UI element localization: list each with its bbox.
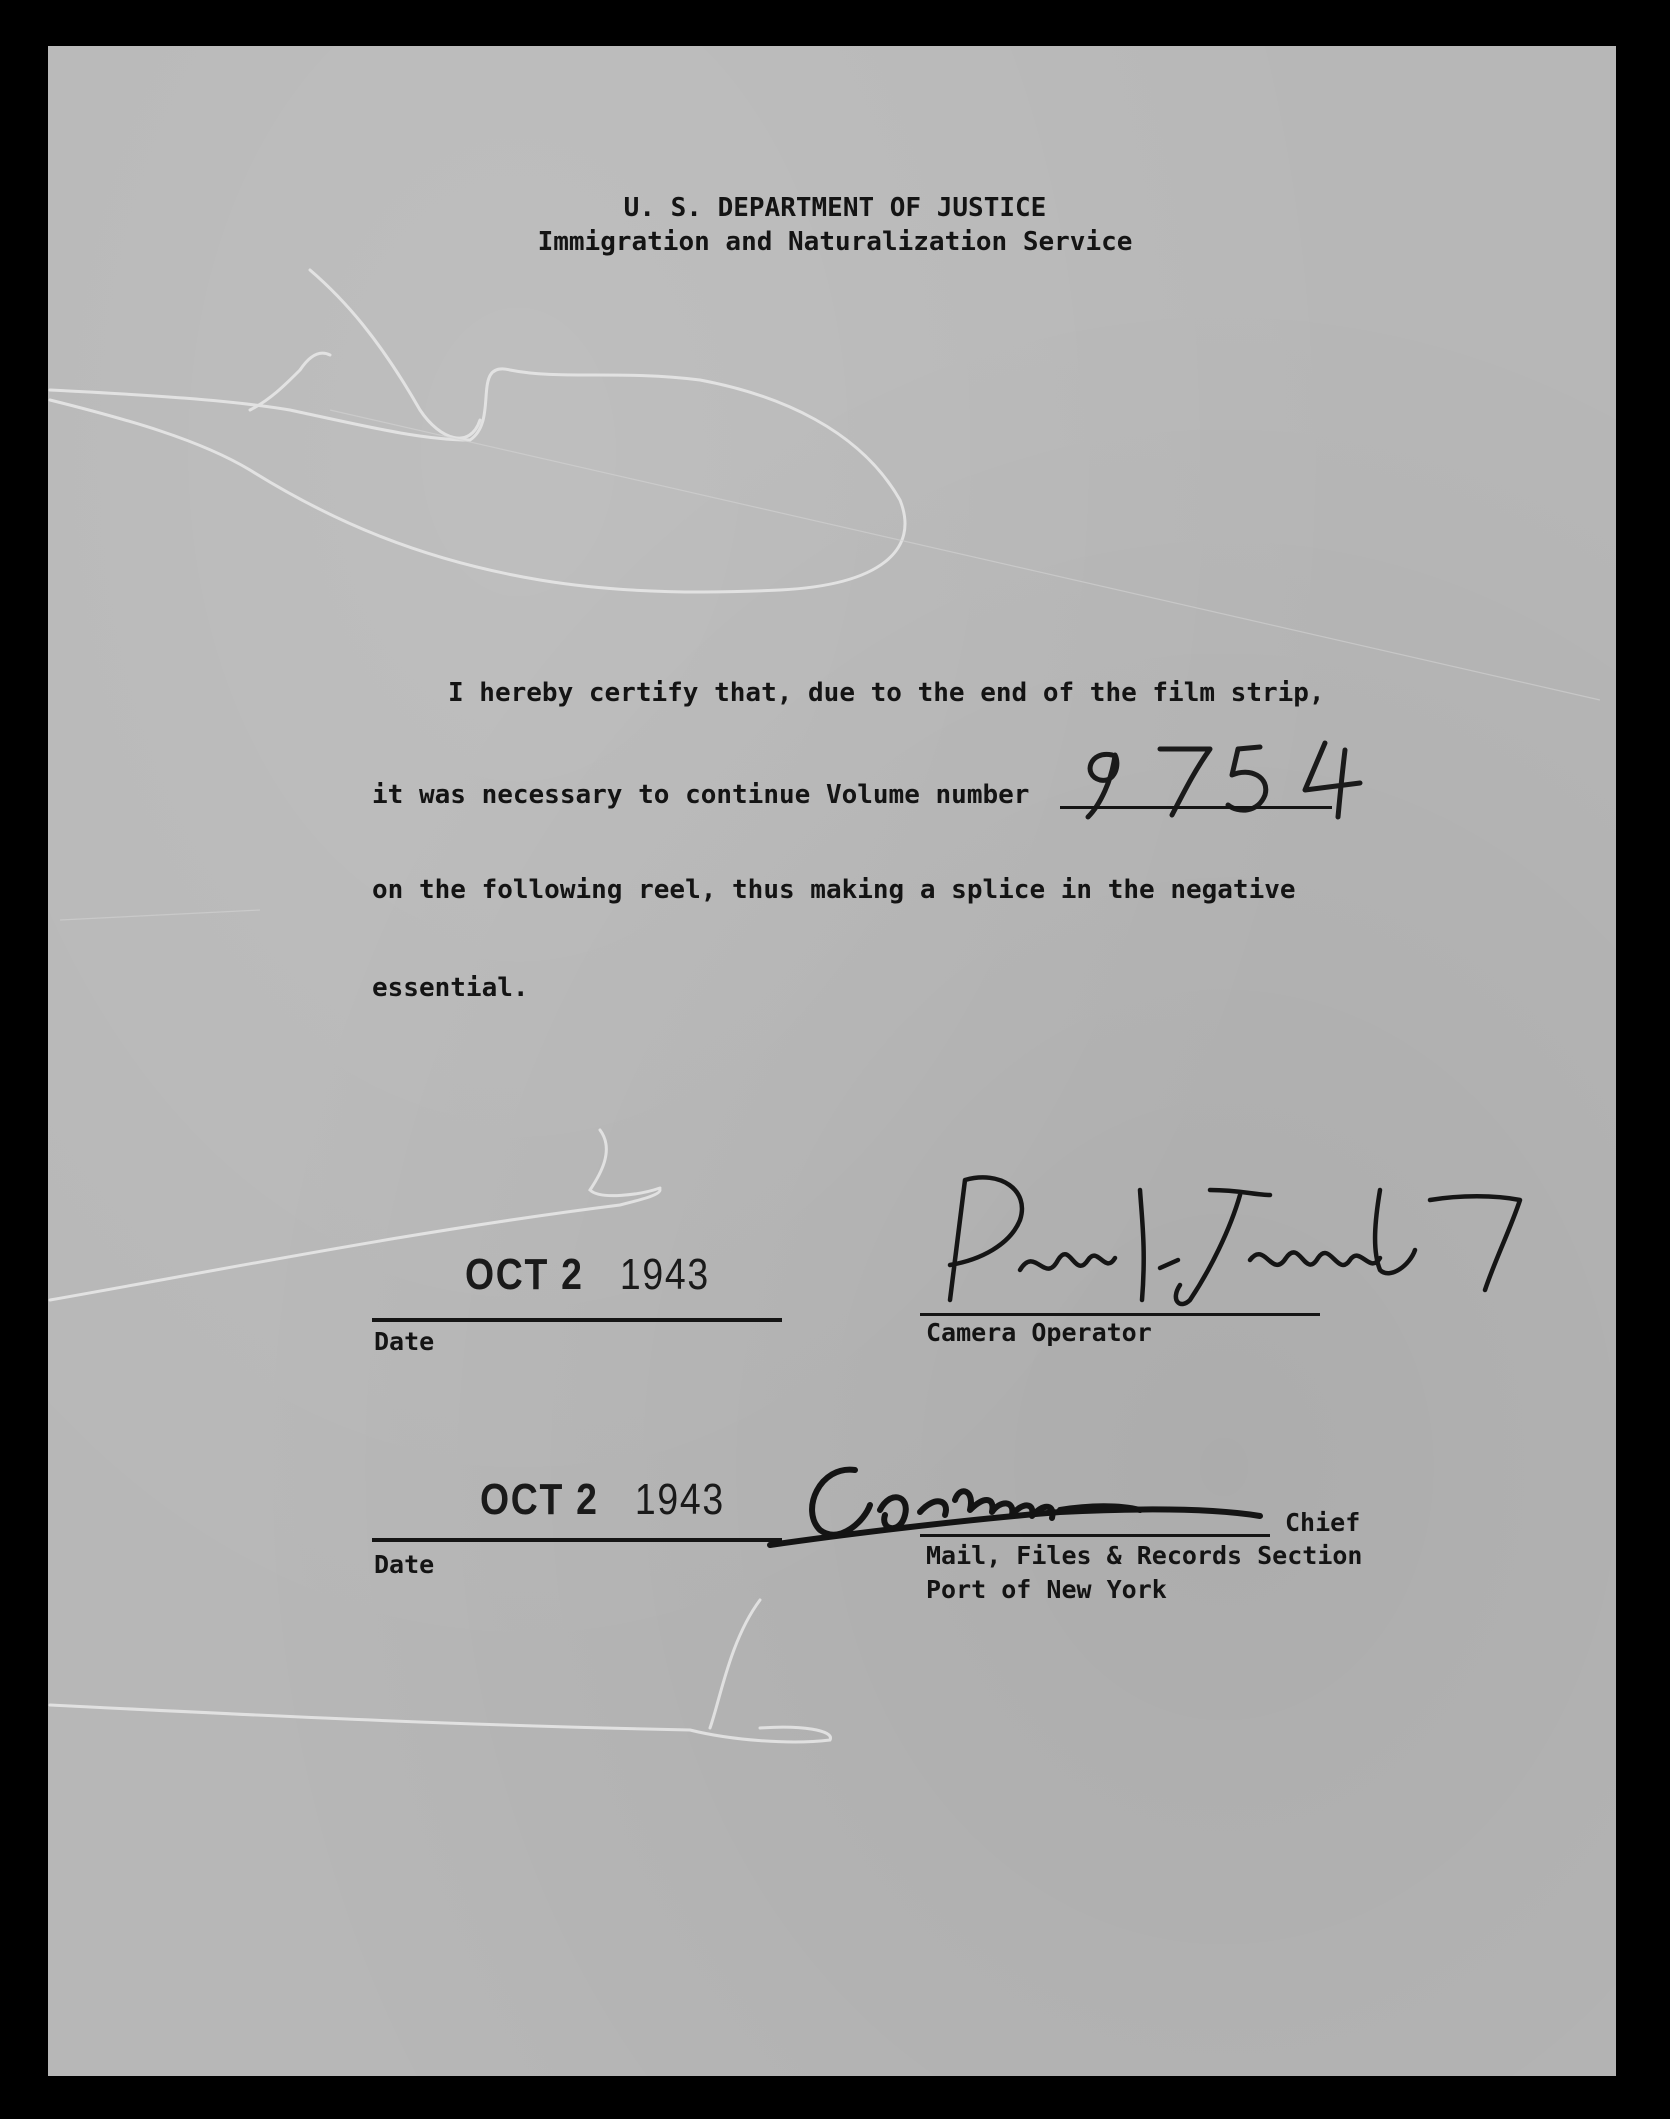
camera-operator-label: Camera Operator [926,1318,1152,1347]
chief-section-name: Mail, Files & Records Section [926,1541,1363,1570]
certification-line-4: essential. [372,973,529,1003]
date-stamp-camera-operator [465,1250,710,1300]
certification-line-1: I hereby certify that, due to the end of the film strip, [448,678,1325,708]
stamp-month-day: OCT 2 [480,1475,599,1524]
certification-line-3: on the following reel, thus making a splice in the negative [372,875,1296,905]
service-heading: Immigration and Naturalization Service [537,227,1133,257]
certification-line-2: it was necessary to continue Volume number [372,780,1030,810]
chief-title: Chief [1285,1508,1361,1537]
department-heading: U. S. DEPARTMENT OF JUSTICE [623,193,1047,223]
document-page [48,46,1616,2076]
date-label-chief: Date [374,1550,435,1579]
chief-port-name: Port of New York [926,1575,1167,1604]
date-line-camera-operator [372,1318,782,1322]
camera-operator-signature [910,1150,1530,1320]
stamp-month-day: OCT 2 [465,1250,584,1299]
signature-line-camera-operator [920,1313,1320,1316]
date-label-camera-operator: Date [374,1327,435,1356]
stamp-year: 1943 [619,1250,710,1299]
volume-number-underline [1060,806,1332,809]
date-line-chief [372,1538,782,1542]
date-stamp-chief [480,1475,725,1525]
stamp-year: 1943 [634,1475,725,1524]
volume-number-handwritten [1060,735,1390,825]
signature-line-chief [920,1534,1270,1537]
